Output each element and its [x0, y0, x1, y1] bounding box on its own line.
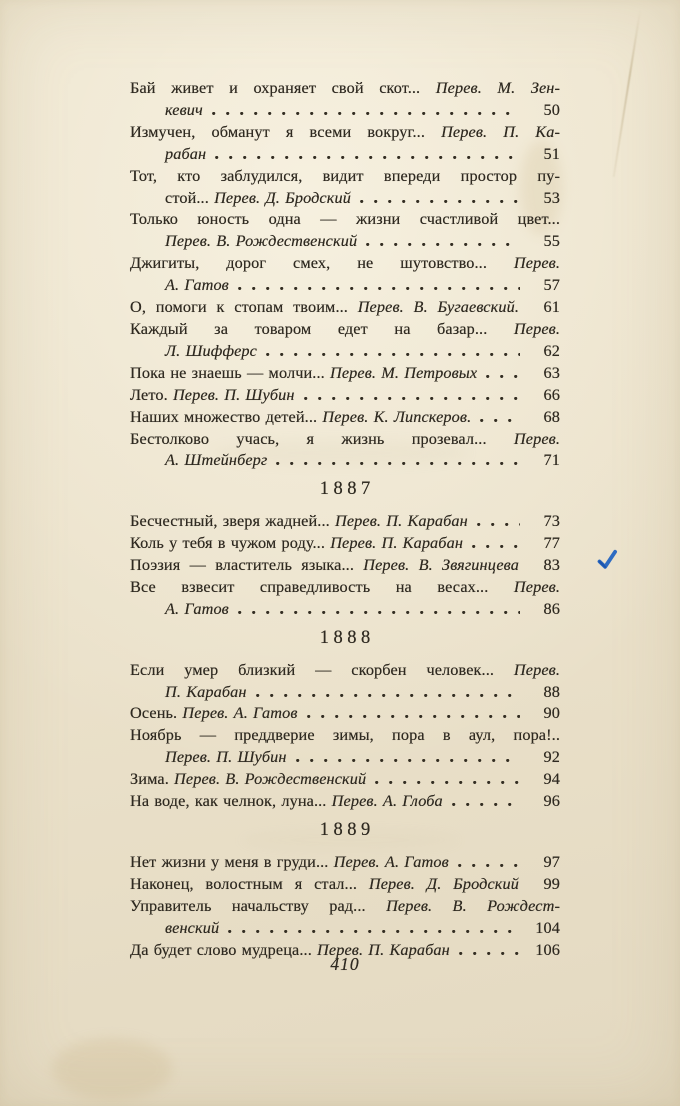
- page-number: 50: [543, 99, 560, 119]
- line-content: [165, 274, 229, 296]
- page-number: 90: [543, 703, 560, 723]
- toc-entry: [130, 428, 560, 472]
- translator-text: Перев.: [513, 253, 560, 273]
- title-text: стой...: [165, 187, 215, 207]
- line-content: [165, 917, 219, 939]
- toc-line: [130, 187, 560, 209]
- toc-line: [130, 318, 560, 340]
- page-number: 71: [543, 450, 560, 470]
- dot-leader: [212, 112, 520, 115]
- dot-leader: [228, 930, 520, 933]
- dot-leader: [375, 781, 520, 784]
- toc-entry: [130, 510, 560, 532]
- toc-line: [130, 917, 560, 939]
- toc: [130, 77, 560, 960]
- translator-text: Перев. А. Глоба: [331, 791, 443, 811]
- translator-text: П. Карабан: [165, 681, 247, 701]
- translator-text: Перев. В. Звягинцева: [363, 555, 519, 575]
- toc-line: [130, 340, 560, 362]
- line-content: [130, 851, 449, 873]
- dot-leader: [477, 523, 520, 526]
- check-icon: [595, 548, 619, 571]
- title-text: О, помоги к стопам твоим...: [130, 297, 358, 317]
- dot-leader: [238, 611, 520, 614]
- toc-line: [130, 99, 560, 121]
- page-number: 51: [543, 143, 560, 163]
- toc-entry: [130, 208, 560, 252]
- page-number: 53: [543, 187, 560, 207]
- toc-line: [130, 362, 560, 384]
- dot-leader: [452, 803, 520, 806]
- line-content: [165, 340, 257, 362]
- line-content: [130, 725, 560, 744]
- dot-leader: [307, 715, 521, 718]
- title-text: Измучен, обманут я всеми вокруг...: [130, 121, 442, 141]
- dot-leader: [276, 462, 520, 465]
- translator-text: рабан: [165, 143, 207, 163]
- toc-entry: [130, 406, 560, 428]
- translator-text: Перев. П. Карабан: [335, 511, 468, 531]
- dot-leader: [266, 353, 520, 356]
- toc-entry: [130, 576, 560, 620]
- title-text: Пока не знаешь — молчи...: [130, 362, 330, 382]
- line-content: [130, 406, 471, 428]
- toc-line: [130, 532, 560, 554]
- translator-text: Перев. П. Шубин: [165, 747, 287, 767]
- translator-text: Перев.: [513, 318, 560, 338]
- translator-text: Перев. М. Петровых: [330, 362, 478, 382]
- translator-text: Перев. А. Гатов: [182, 703, 298, 723]
- page-number: 63: [543, 362, 560, 382]
- toc-entry: [130, 873, 560, 895]
- line-content: [130, 319, 560, 338]
- title-text: Бестолково учась, я жизнь прозевал...: [130, 428, 514, 448]
- title-text: Если умер близкий — скорбен человек...: [130, 659, 514, 679]
- toc-line: [130, 598, 560, 620]
- page-number: 55: [543, 231, 560, 251]
- line-content: [165, 449, 267, 471]
- page-number: 97: [543, 851, 560, 871]
- year-heading-1888: 1888: [319, 627, 375, 648]
- line-content: [130, 660, 560, 679]
- toc-line: [130, 77, 560, 99]
- translator-text: А. Гатов: [165, 275, 229, 295]
- folio-page-number: 410: [330, 954, 360, 974]
- paper-stain: [52, 1038, 172, 1100]
- line-content: [130, 253, 560, 272]
- toc-line: [130, 851, 560, 873]
- title-text: Все взвесит справедливость на весах...: [130, 576, 514, 596]
- title-text: Поэзия — властитель языка...: [130, 555, 364, 575]
- line-content: [130, 768, 366, 790]
- translator-text: Перев. П. Карабан: [330, 533, 464, 553]
- dot-leader: [472, 545, 520, 548]
- line-content: [130, 510, 468, 532]
- toc-line: [130, 230, 560, 252]
- toc-entry: [130, 77, 560, 121]
- translator-text: Перев. В. Рождественский: [165, 231, 358, 251]
- line-content: [165, 99, 203, 121]
- line-content: [130, 577, 560, 596]
- line-content: [165, 187, 351, 209]
- line-content: [130, 702, 298, 724]
- translator-text: Перев. Д. Бродский: [368, 873, 519, 893]
- toc-line: [130, 165, 560, 187]
- toc-line: [130, 768, 560, 790]
- dot-leader: [304, 397, 520, 400]
- page-number: 68: [543, 406, 560, 426]
- toc-line: [130, 428, 560, 450]
- toc-line: [130, 554, 560, 576]
- year-heading-1887: 1887: [319, 479, 375, 500]
- page-number: 99: [543, 873, 560, 893]
- translator-text: Перев.: [513, 659, 560, 679]
- translator-text: Перев. П. Шубин: [172, 384, 295, 404]
- translator-text: Л. Шифферс: [165, 340, 257, 360]
- toc-entry: [130, 318, 560, 362]
- dot-leader: [480, 419, 520, 422]
- toc-line: [130, 873, 560, 895]
- toc-line: [130, 510, 560, 532]
- line-content: [165, 746, 287, 768]
- toc-line: [130, 143, 560, 165]
- dot-leader: [360, 200, 520, 203]
- title-text: Зима.: [130, 769, 175, 789]
- line-content: [165, 230, 357, 252]
- toc-entry: [130, 252, 560, 296]
- toc-line: [130, 449, 560, 471]
- toc-entry: [130, 724, 560, 768]
- dot-leader: [256, 694, 520, 697]
- dot-leader: [458, 864, 520, 867]
- toc-line: [130, 406, 560, 428]
- page-number: 94: [543, 769, 560, 789]
- toc-line: [130, 384, 560, 406]
- translator-text: Перев. П. Карабан: [317, 939, 450, 959]
- title-text: Коль у тебя в чужом роду...: [130, 533, 331, 553]
- toc-entry: [130, 121, 560, 165]
- toc-line: [130, 724, 560, 746]
- toc-entry: [130, 659, 560, 703]
- translator-text: Перев. К. Липскеров.: [322, 406, 472, 426]
- toc-entry: [130, 165, 560, 209]
- page-number: 106: [535, 939, 560, 959]
- toc-entry: [130, 554, 560, 576]
- toc-entry: [130, 362, 560, 384]
- line-content: [165, 681, 247, 703]
- toc-line: [130, 121, 560, 143]
- toc-line: [130, 274, 560, 296]
- line-content: [130, 554, 519, 576]
- toc-line: [130, 702, 560, 724]
- toc-entry: [130, 296, 560, 318]
- toc-entry: [130, 895, 560, 939]
- toc-line: [130, 681, 560, 703]
- page-number: 88: [543, 681, 560, 701]
- page-number: 86: [543, 598, 560, 618]
- dot-leader: [215, 156, 520, 159]
- title-text: Нет жизни у меня в груди...: [130, 851, 334, 871]
- translator-text: А. Штейнберг: [165, 450, 268, 470]
- toc-entry: [130, 768, 560, 790]
- toc-line: [130, 576, 560, 598]
- title-text: Ноябрь — преддверие зимы, пора в аул, пора!..: [130, 725, 560, 745]
- toc-entry: [130, 851, 560, 873]
- title-text: Лето.: [130, 384, 173, 404]
- page-number: 57: [543, 275, 560, 295]
- page-number: 73: [543, 511, 560, 531]
- title-text: Осень.: [130, 703, 183, 723]
- page-number: 62: [543, 340, 560, 360]
- title-text: Бай живет и охраняет свой скот...: [130, 78, 436, 97]
- translator-text: Перев.: [513, 428, 560, 448]
- dot-leader: [238, 287, 520, 290]
- page-number: 104: [535, 917, 560, 937]
- page-number: 96: [543, 791, 560, 811]
- line-content: [130, 429, 560, 448]
- line-content: [130, 873, 519, 895]
- line-content: [130, 209, 560, 228]
- paper-crease: [613, 9, 642, 177]
- toc-line: [130, 746, 560, 768]
- line-content: [130, 122, 560, 141]
- translator-text: венский: [165, 917, 220, 937]
- toc-line: [130, 790, 560, 812]
- line-content: [130, 78, 560, 97]
- translator-text: А. Гатов: [165, 598, 229, 618]
- title-text: На воде, как челнок, луна...: [130, 791, 332, 811]
- toc-entry: [130, 702, 560, 724]
- translator-text: Перев. В. Бугаевский.: [357, 297, 519, 317]
- toc-entry: [130, 790, 560, 812]
- toc-line: [130, 659, 560, 681]
- title-text: Джигиты, дорог смех, не шутовство...: [130, 253, 514, 273]
- checkmark-annotation: [595, 548, 619, 571]
- line-content: [165, 598, 229, 620]
- page-number: 77: [543, 533, 560, 553]
- translator-text: Перев. П. Ка-: [441, 121, 560, 141]
- year-heading-1889: 1889: [319, 820, 375, 840]
- dot-leader: [486, 375, 520, 378]
- line-content: [130, 166, 560, 185]
- page-number: 83: [543, 555, 560, 575]
- dot-leader: [296, 759, 520, 762]
- toc-line: [130, 208, 560, 230]
- title-text: Только юность одна — жизни счастливой цвет...: [130, 209, 560, 229]
- translator-text: кевич: [165, 99, 203, 119]
- line-content: [130, 384, 295, 406]
- title-text: Управитель начальству рад...: [130, 895, 387, 915]
- line-content: [165, 143, 206, 165]
- toc-line: [130, 296, 560, 318]
- line-content: [130, 896, 560, 915]
- line-content: [130, 296, 519, 318]
- page-number: 66: [543, 384, 560, 404]
- toc-entry: [130, 532, 560, 554]
- translator-text: Перев. М. Зен-: [435, 78, 561, 97]
- translator-text: Перев. Д. Бродский: [214, 187, 351, 207]
- page-number: 61: [543, 297, 560, 317]
- translator-text: Перев. В. Рождест-: [386, 895, 560, 915]
- line-content: [130, 532, 463, 554]
- translator-text: Перев.: [513, 576, 560, 596]
- title-text: Да будет слово мудреца...: [130, 939, 318, 959]
- title-text: Тот, кто заблудился, видит впереди простор пу-: [130, 165, 560, 185]
- page-number: 92: [543, 747, 560, 767]
- toc-line: [130, 252, 560, 274]
- line-content: [130, 362, 477, 384]
- line-content: [130, 790, 443, 812]
- dot-leader: [366, 243, 520, 246]
- translator-text: Перев. В. Рождественский: [174, 769, 367, 789]
- translator-text: Перев. А. Гатов: [333, 851, 449, 871]
- toc-entry: [130, 384, 560, 406]
- toc-line: [130, 895, 560, 917]
- title-text: Бесчестный, зверя жадней...: [130, 511, 335, 531]
- title-text: Каждый за товаром едет на базар...: [130, 318, 514, 338]
- title-text: Наших множество детей...: [130, 406, 323, 426]
- title-text: Наконец, волостным я стал...: [130, 873, 369, 893]
